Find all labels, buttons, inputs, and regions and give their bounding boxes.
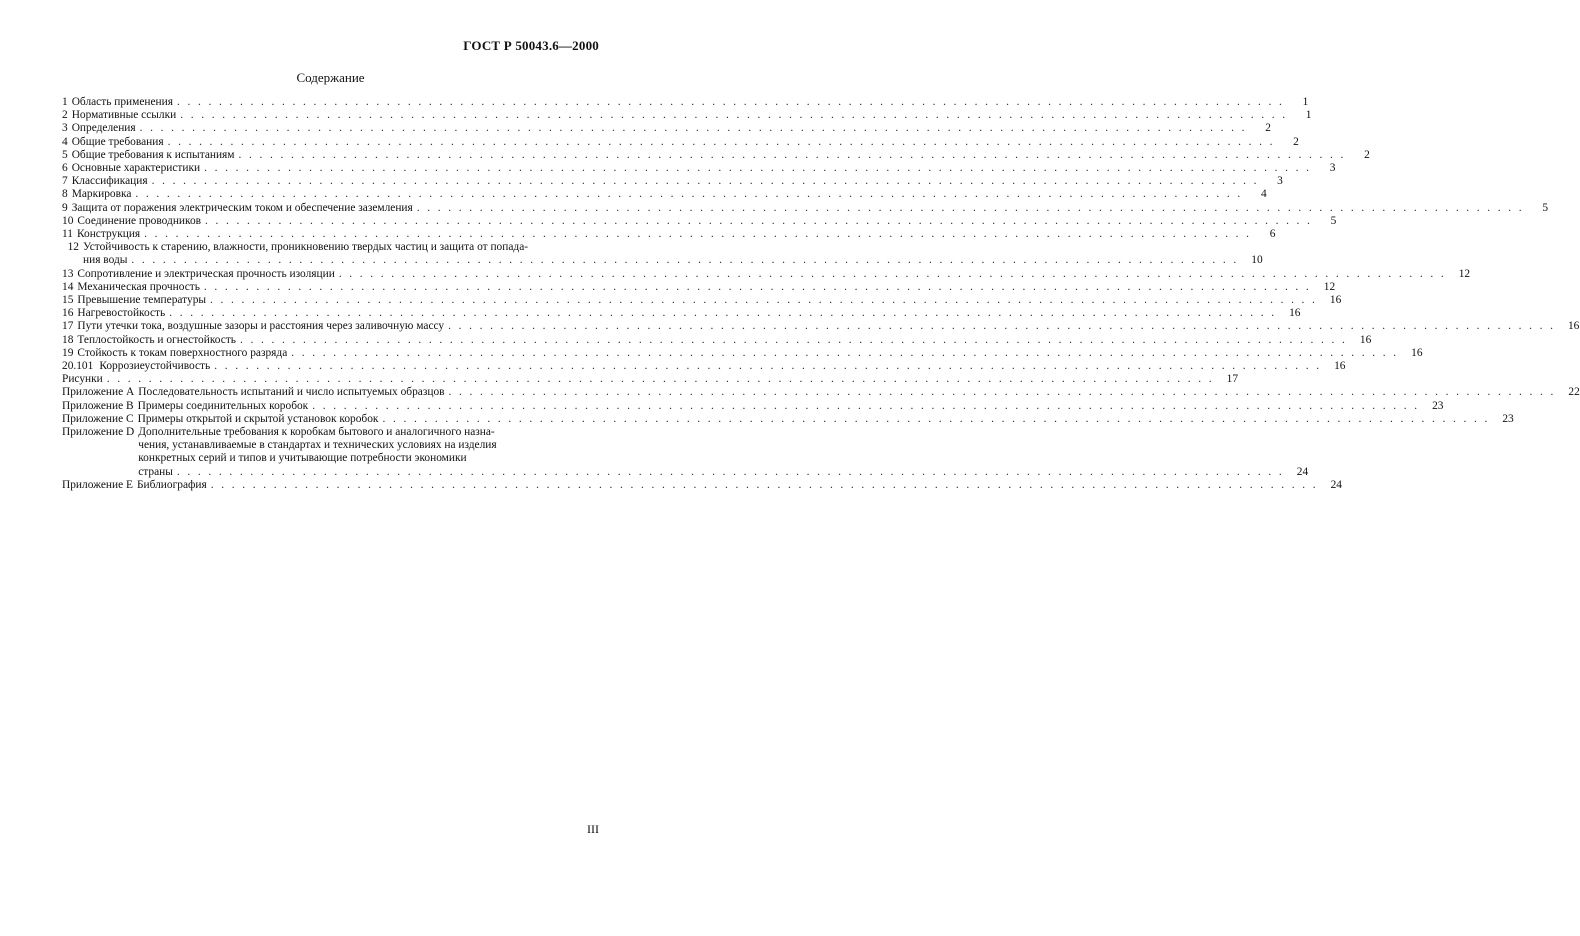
appendix-prefix: Приложение D [62, 426, 135, 439]
toc-row: 7 Классификация . . . 3 [62, 175, 600, 188]
toc-row: 17 Пути утечки тока, воздушные зазоры и расстояния через заливочную массу . . . 16 [62, 320, 600, 333]
toc-label: Примеры соединительных коробок [137, 399, 309, 412]
toc-label: Соединение проводников [77, 214, 202, 227]
leader-dots [239, 149, 1346, 162]
toc-label-line: страны [138, 465, 173, 478]
toc-page: 16 [1567, 320, 1580, 333]
leader-dots [177, 466, 1284, 479]
leader-dots [180, 109, 1287, 122]
leader-dots [449, 386, 1556, 399]
toc-page: 22 [1568, 386, 1580, 399]
leader-dots [204, 281, 1311, 294]
toc-label: Классификация [71, 175, 148, 188]
leader-dots [168, 136, 1275, 149]
toc-page: 16 [1289, 307, 1301, 320]
leader-dots [312, 400, 1419, 413]
toc-label: Маркировка [71, 188, 132, 201]
leader-dots [417, 202, 1524, 215]
toc-page: 16 [1411, 346, 1423, 359]
toc-row-appendix [62, 412, 1514, 426]
toc-page: 5 [1542, 201, 1549, 214]
toc-row: 16 Нагревостойкость . . . 16 [62, 307, 600, 320]
toc-label: Коррозиеустойчивость [99, 360, 211, 373]
leader-dots [448, 320, 1555, 333]
leader-dots [382, 413, 1489, 426]
toc-label-line: чения, устанавливаемые в стандартах и технических условиях на изделия [138, 439, 497, 452]
toc-label: ния воды [83, 254, 128, 267]
toc-page: 23 [1502, 412, 1514, 425]
toc-label: Рисунки [62, 373, 103, 386]
leader-dots [240, 334, 1347, 347]
leader-dots [135, 188, 1242, 201]
toc-label: Сопротивление и электрическая прочность изоляции [77, 267, 335, 280]
toc-page: 3 [1277, 175, 1283, 188]
toc-label: Стойкость к токам поверхностного разряда [77, 346, 288, 359]
toc-label: Конструкция [76, 228, 141, 241]
leader-dots [211, 479, 1318, 492]
toc-row: 15 Превышение температуры . . . 16 [62, 294, 600, 307]
toc-row-appendix [62, 386, 1580, 399]
toc-label: Устойчивость к старению, влажности, проникновению твердых частиц и защита от попада- [83, 241, 529, 254]
toc-row: 14 Механическая прочность . . . 12 [62, 281, 600, 294]
toc-label: Основные характеристики [71, 162, 201, 175]
toc-row-figures [62, 373, 1239, 386]
toc-page: 2 [1265, 122, 1271, 135]
toc-row-appendix [62, 399, 1444, 413]
leader-dots [291, 347, 1398, 360]
toc-page: 5 [1330, 214, 1337, 227]
toc-page: 1 [1305, 109, 1312, 122]
toc-row-appendix-d [62, 426, 1309, 479]
toc-page: 3 [1329, 162, 1336, 175]
toc-label-line: конкретных серий и типов и учитывающие потребности экономики [138, 452, 467, 465]
toc-label: Теплостойкость и огнестойкость [77, 333, 236, 346]
toc-label: Нагревостойкость [77, 307, 166, 320]
leader-dots [144, 228, 1251, 241]
toc-row: 3 Определения . . . 2 [62, 122, 600, 135]
leader-dots [205, 215, 1312, 228]
toc-page: 24 [1330, 478, 1342, 491]
toc-label: Пути утечки тока, воздушные зазоры и расстояния через заливочную массу [77, 320, 445, 333]
toc-row-continuation [62, 254, 1263, 267]
toc-label: Библиография [136, 478, 207, 491]
toc-row: 1 Область применения . . . 1 [62, 96, 600, 109]
toc-row: 13 Сопротивление и электрическая прочность изоляции . . . 12 [62, 268, 600, 281]
page-title: Содержание [296, 70, 365, 85]
leader-dots [152, 175, 1259, 188]
toc-row: 5 Общие требования к испытаниям . . . 2 [62, 149, 600, 162]
toc-label: Механическая прочность [77, 280, 200, 293]
toc-page: 1 [1302, 96, 1309, 108]
page-number: III [587, 822, 599, 836]
toc-row: 8 Маркировка . . . 4 [62, 188, 600, 201]
toc-page: 2 [1293, 135, 1299, 148]
toc-label: Нормативные ссылки [71, 109, 177, 122]
toc-label: Определения [71, 122, 136, 135]
toc-label: Общие требования к испытаниям [71, 148, 235, 161]
toc-page: 4 [1260, 188, 1267, 201]
toc-label: Общие требования [71, 135, 164, 148]
toc-label: Защита от поражения электрическим током и обеспечение заземления [71, 201, 413, 214]
toc-page: 16 [1359, 333, 1372, 346]
toc-row: 18 Теплостойкость и огнестойкость . . . 16 [62, 334, 600, 347]
toc-row: 10 Соединение проводников . . . 5 [62, 215, 600, 228]
toc-row: 12 Устойчивость к старению, влажности, проникновению твердых частиц и защита от попада- [67, 241, 529, 254]
toc-label-line: Дополнительные требования к коробкам бытового и аналогичного назна- [138, 426, 495, 439]
toc-row: 19 Стойкость к токам поверхностного разряда . . . 16 [62, 347, 600, 360]
toc-row: 4 Общие требования . . . 2 [62, 136, 600, 149]
toc-page: 2 [1364, 148, 1370, 161]
toc-row: 20.101 Коррозиеустойчивость . . . 16 [62, 360, 600, 373]
toc-row: 11 Конструкция . . . 6 [62, 228, 600, 241]
toc-label: Последовательность испытаний и число испытуемых образцов [138, 386, 445, 399]
toc-label: Область применения [71, 96, 173, 108]
toc-page: 16 [1334, 360, 1346, 373]
leader-dots [169, 307, 1276, 320]
leader-dots [210, 294, 1317, 307]
leader-dots [177, 96, 1284, 109]
document-code: ГОСТ Р 50043.6—2000 [463, 38, 599, 53]
appendix-prefix: Приложение A [62, 386, 135, 399]
toc-page: 17 [1226, 373, 1239, 386]
toc-page: 10 [1251, 254, 1263, 267]
leader-dots [339, 268, 1446, 281]
leader-dots [131, 254, 1238, 267]
toc-label: Превышение температуры [77, 294, 207, 307]
toc-page: 16 [1329, 294, 1342, 307]
toc-row: 9 Защита от поражения электрическим током и обеспечение заземления . . . 5 [62, 202, 600, 215]
table-of-contents [62, 96, 1580, 492]
toc-page: 12 [1458, 267, 1471, 280]
appendix-prefix: Приложение B [62, 399, 134, 412]
appendix-prefix: Приложение E [62, 478, 133, 491]
toc-row-appendix [62, 478, 1342, 492]
leader-dots [140, 122, 1247, 135]
toc-label: Примеры открытой и скрытой установок коробок [137, 412, 379, 425]
leader-dots [214, 360, 1321, 373]
toc-page: 24 [1296, 465, 1309, 478]
leader-dots [204, 162, 1311, 175]
toc-page: 6 [1269, 228, 1276, 241]
toc-row: 6 Основные характеристики . . . 3 [62, 162, 600, 175]
toc-page: 12 [1323, 280, 1336, 293]
appendix-prefix: Приложение C [62, 412, 134, 425]
leader-dots [107, 373, 1214, 386]
toc-page: 23 [1432, 399, 1444, 412]
toc-row: 2 Нормативные ссылки . . . 1 [62, 109, 600, 122]
